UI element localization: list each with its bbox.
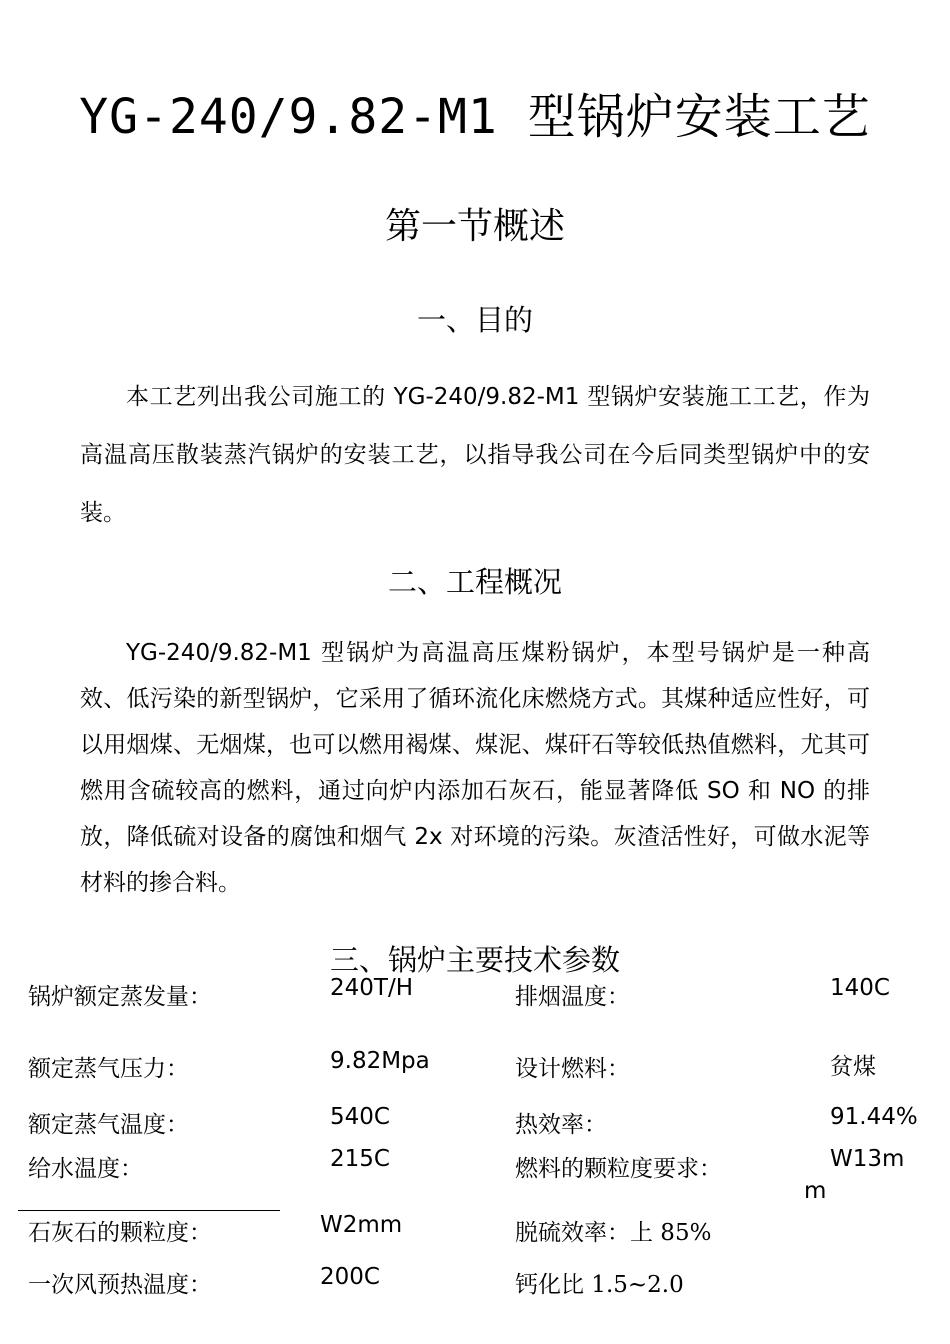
param-label: 一次风预热温度：	[28, 1272, 212, 1298]
param-value: 215C	[330, 1146, 390, 1172]
param-value-wrap: m	[804, 1178, 827, 1204]
param-value: W13m	[830, 1146, 905, 1172]
param-label: 锅炉额定蒸发量：	[28, 984, 212, 1010]
heading-overview: 二、工程概况	[387, 565, 562, 599]
param-value: 91.44%	[830, 1104, 918, 1130]
param-value: 540C	[330, 1104, 390, 1130]
param-label: 燃料的颗粒度要求：	[515, 1156, 722, 1182]
param-label: 脱硫效率：上 85%	[515, 1220, 712, 1246]
param-label: 石灰石的颗粒度：	[28, 1220, 212, 1246]
param-label: 钙化比 1.5~2.0	[515, 1272, 684, 1298]
section-title: 第一节概述	[384, 206, 565, 247]
document-title: YG-240/9.82-M1 型锅炉安装工艺	[79, 89, 871, 145]
param-label: 额定蒸气温度：	[28, 1112, 189, 1138]
param-value: 240T/H	[330, 975, 413, 1001]
param-label: 给水温度：	[28, 1156, 143, 1182]
param-value: 140C	[830, 975, 890, 1001]
param-label: 热效率：	[515, 1112, 607, 1138]
divider-line	[18, 1210, 280, 1211]
heading-parameters: 三、锅炉主要技术参数	[329, 943, 620, 977]
param-label: 额定蒸气压力：	[28, 1056, 189, 1082]
param-label: 排烟温度：	[515, 984, 630, 1010]
paragraph-overview: YG-240/9.82-M1 型锅炉为高温高压煤粉锅炉，本型号锅炉是一种高效、低污染的新型锅炉，它采用了循环流化床燃烧方式。其煤种适应性好，可以用烟煤、无烟煤，也可以燃用褐煤、煤泥、煤矸石等较低热值燃料，尤其可燃用含硫较高的燃料，通过向炉内添加石灰石，能显著降低 SO 和 NO 的排放，降低硫对设备的腐蚀和烟气 2x 对环境的污染。灰渣活性好，可做水泥等材料的掺合料。	[80, 640, 870, 896]
param-label: 设计燃料：	[515, 1056, 630, 1082]
heading-purpose: 一、目的	[416, 303, 533, 337]
paragraph-purpose: 本工艺列出我公司施工的 YG-240/9.82-M1 型锅炉安装施工工艺，作为高温高压散装蒸汽锅炉的安装工艺，以指导我公司在今后同类型锅炉中的安装。	[80, 384, 870, 526]
param-value: 200C	[320, 1264, 380, 1290]
param-value: W2mm	[320, 1212, 403, 1238]
param-value: 9.82Mpa	[330, 1048, 430, 1074]
param-value: 贫煤	[830, 1054, 876, 1080]
